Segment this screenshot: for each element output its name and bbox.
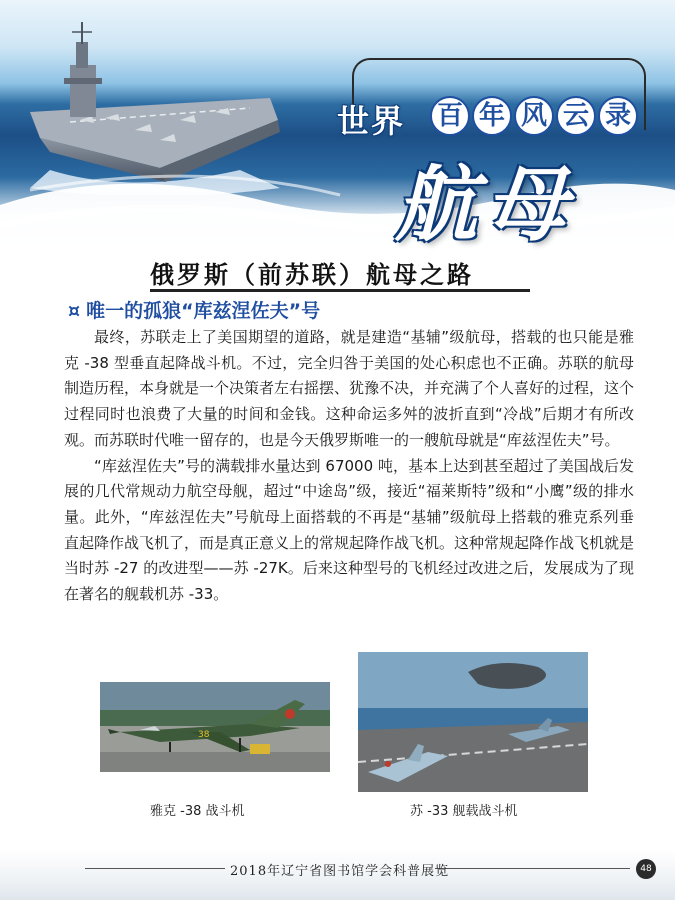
su-33-photo [358, 652, 588, 792]
article-body [64, 325, 634, 608]
century-char: 年 [472, 96, 512, 136]
header-title-century [430, 96, 638, 136]
section-title-text: 唯一的孤狼“库兹涅佐夫”号 [86, 300, 321, 322]
footer-text: 2018年辽宁省图书馆学会科普展览 [230, 864, 450, 879]
century-char: 百 [430, 96, 470, 136]
century-char: 风 [514, 96, 554, 136]
header-title-world: 世界 [337, 102, 406, 140]
section-bullet-icon: ¤ [68, 300, 81, 322]
article-title: 俄罗斯（前苏联）航母之路 [150, 255, 530, 292]
paragraph: 最终，苏联走上了美国期望的道路，就是建造“基辅”级航母，搭载的也只能是雅克 -38 型垂直起降战斗机。不过，完全归咎于美国的处心积虑也不正确。苏联的航母制造历程，本身就是一个决策者左右摇摆、犹豫不决，并充满了个人喜好的过程，这个过程同时也浪费了大量的时间和金钱。这种命运多舛的波折直到“冷战”后期才有所改观。而苏联时代唯一留存的，也是今天俄罗斯唯一的一艘航母就是“库兹涅佐夫”号。 [64, 328, 635, 449]
footer-divider-right [435, 868, 630, 869]
page-number: 48 [636, 859, 656, 879]
header-title-carrier: 航母 [395, 158, 575, 253]
section-title [68, 296, 320, 323]
yak-tail-number: 38 [198, 730, 210, 740]
paragraph: “库兹涅佐夫”号的满载排水量达到 67000 吨，基本上达到甚至超过了美国战后发展的几代常规动力航空母舰，超过“中途岛”级，接近“福莱斯特”级和“小鹰”级的排水量。此外，“库兹涅佐夫”号航母上面搭载的不再是“基辅”级航母上搭载的雅克系列垂直起降作战飞机了，而是真正意义上的常规起降作战飞机。这种常规起降作战飞机就是当时苏 -27 的改进型——苏 -27K。后来这种型号的飞机经过改进之后，发展成为了现在著名的舰载机苏 -33。 [64, 456, 635, 604]
yak-38-photo [100, 682, 330, 772]
century-char: 录 [598, 96, 638, 136]
yak-38-caption: 雅克 -38 战斗机 [150, 804, 245, 819]
su-33-caption: 苏 -33 舰载战斗机 [410, 804, 518, 819]
header-banner [0, 0, 675, 260]
century-char: 云 [556, 96, 596, 136]
footer-divider-left [85, 868, 225, 869]
